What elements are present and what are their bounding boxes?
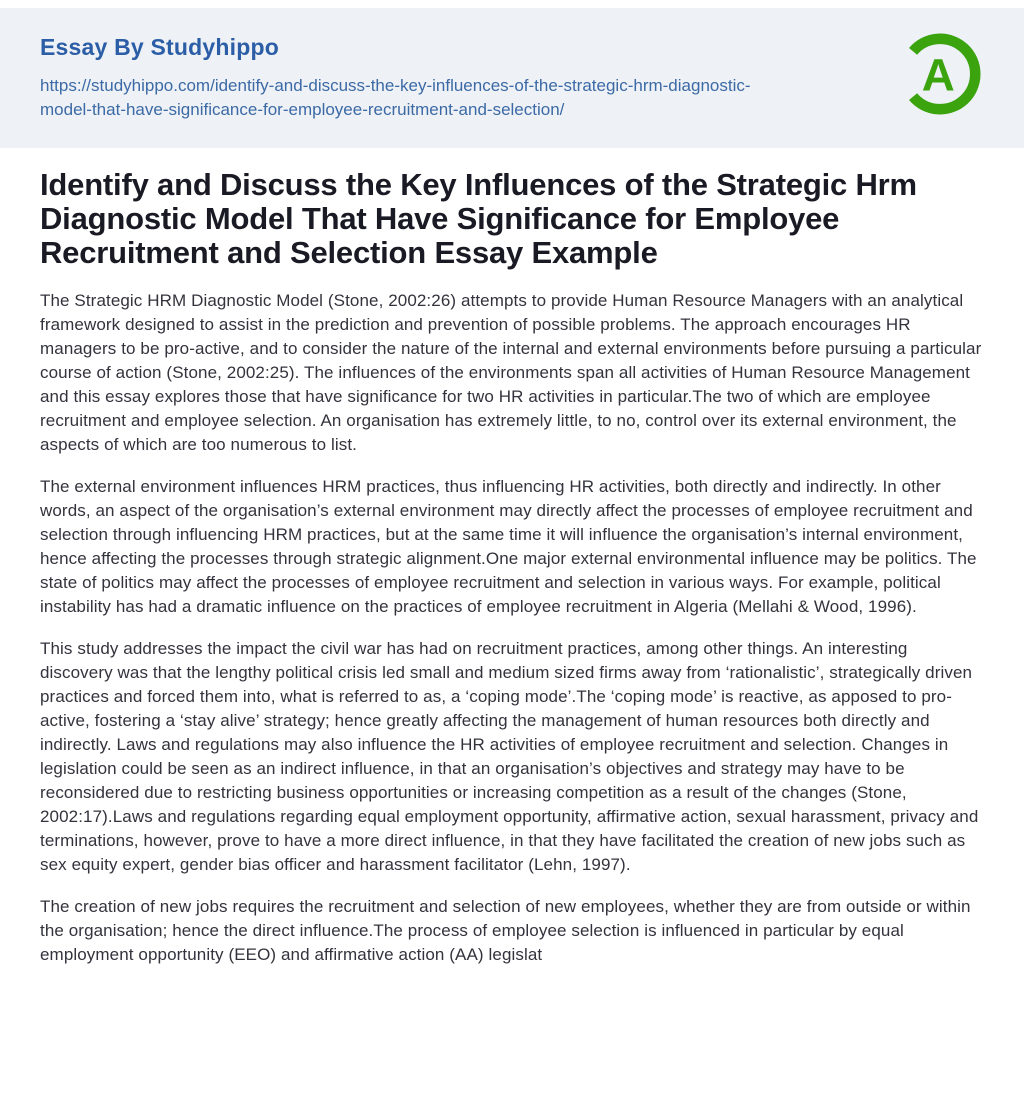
essay-content (0, 168, 1024, 967)
essay-paragraph-1: The Strategic HRM Diagnostic Model (Stone, 2002:26) attempts to provide Human Resource Managers with an analytical framework designed to assist in the prediction and prevention of possible problems. The approach encourages HR managers to be pro-active, and to consider the nature of the internal and external environments before pursuing a particular course of action (Stone, 2002:25). The influences of the environments span all activities of Human Resource Management and this essay explores those that have significance for two HR activities in particular.The two of which are employee recruitment and employee selection. An organisation has extremely little, to no, control over its external environment, the aspects of which are too numerous to list. (40, 291, 982, 454)
essay-source-link[interactable]: https://studyhippo.com/identify-and-discuss-the-key-influences-of-the-strategic-hrm-diagnostic-model-that-have-significance-for-employee-recruitment-and-selection/ (40, 76, 751, 119)
studyhippo-logo (896, 30, 984, 123)
essay-paragraph-3: This study addresses the impact the civil war has had on recruitment practices, among other things. An interesting discovery was that the lengthy political crisis led small and medium sized firms away from ‘rationalistic’, strategically driven practices and forced them into, what is referred to as, a ‘coping mode’.The ‘coping mode’ is reactive, as apposed to pro-active, fostering a ‘stay alive’ strategy; hence greatly affecting the management of human resources both directly and indirectly. Laws and regulations may also influence the HR activities of employee recruitment and selection. Changes in legislation could be seen as an indirect influence, in that an organisation’s objectives and strategy may have to be reconsidered due to restricting business opportunities or increasing competition as a result of the changes (Stone, 2002:17).Laws and regulations regarding equal employment opportunity, affirmative action, sexual harassment, privacy and terminations, however, prove to have a more direct influence, in that they have facilitated the creation of new jobs such as sex equity expert, gender bias officer and harassment facilitator (Lehn, 1997). (40, 639, 979, 874)
brand-title: Essay By Studyhippo (40, 34, 279, 60)
essay-paragraph-2: The external environment influences HRM practices, thus influencing HR activities, both directly and indirectly. In other words, an aspect of the organisation’s external environment may directly affect the processes of employee recruitment and selection through influencing HRM practices, but at the same time it will influence the organisation’s internal environment, hence affecting the processes through strategic alignment.One major external environmental influence may be politics. The state of politics may affect the processes of employee recruitment and selection in various ways. For example, political instability has had a dramatic influence on the practices of employee recruitment in Algeria (Mellahi & Wood, 1996). (40, 477, 977, 616)
essay-paragraph-4: The creation of new jobs requires the recruitment and selection of new employees, whether they are from outside or within the organisation; hence the direct influence.The process of employee selection is influenced in particular by equal employment opportunity (EEO) and affirmative action (AA) legislat (40, 897, 971, 964)
header-branding (40, 34, 760, 122)
essay-title: Identify and Discuss the Key Influences of the Strategic Hrm Diagnostic Model That Have Significance for Employee Recruitment and Selection Essay Example (40, 167, 917, 270)
logo-letter: A (921, 49, 955, 101)
page-header (0, 8, 1024, 148)
logo-circle-a-icon (896, 30, 984, 118)
